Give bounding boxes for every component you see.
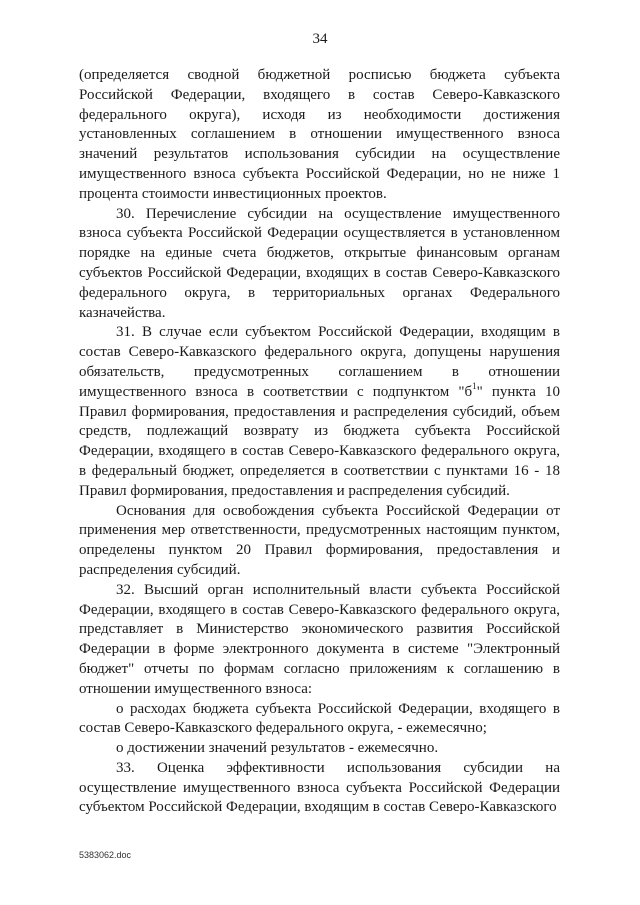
paragraph-31 (79, 323, 560, 501)
paragraph-continuation: (определяется сводной бюджетной росписью бюджета субъекта Российской Федерации, входящего в состав Северо-Кавказского федерального округа), исходя из необходимости достижения установленных соглашением в отношении имущественного взноса значений результатов использования субсидии на осуществление имущественного взноса субъекта Российской Федерации, но не ниже 1 процента стоимости инвестиционных проектов. (79, 67, 560, 202)
paragraph-32-results-item: о достижении значений результатов - ежемесячно. (116, 740, 439, 757)
paragraph-32-expenses-item: о расходах бюджета субъекта Российской Федерации, входящего в состав Северо-Кавказского федерального округа, - ежемесячно; (79, 700, 560, 737)
document-body (79, 66, 560, 818)
paragraph-31-text-end: " пункта 10 Правил формирования, предоставления и распределения субсидий, объем средств, подлежащий возврату из бюджета субъекта Российской Федерации, входящего в состав Северо-Кавказского федерального округа, в федеральный бюджет, определяется в соответствии с пунктами 16 - 18 Правил формирования, предоставления и распределения субсидий. (79, 383, 560, 499)
paragraph-32: 32. Высший орган исполнительный власти субъекта Российской Федерации, входящего в состав Северо-Кавказского федерального округа, представляет в Министерство экономического развития Российской Федерации в форме электронного документа в системе "Электронный бюджет" отчеты по формам согласно приложениям к соглашению в отношении имущественного взноса: (79, 581, 560, 697)
paragraph-31-grounds: Основания для освобождения субъекта Российской Федерации от применения мер ответственности, предусмотренных настоящим пунктом, определены пунктом 20 Правил формирования, предоставления и распределения субсидий. (79, 502, 560, 578)
page-number: 34 (312, 31, 328, 47)
paragraph-31-text-start: 31. В случае если субъектом Российской Федерации, входящим в состав Северо-Кавказского федерального округа, допущены нарушения обязательств, предусмотренных соглашением в отношении имущественного взноса в соответствии с подпунктом "б (79, 324, 560, 400)
paragraph-33: 33. Оценка эффективности использования субсидии на осуществление имущественного взноса субъекта Российской Федерации субъектом Российской Федерации, входящим в состав Северо-Кавказского (79, 759, 560, 816)
paragraph-30: 30. Перечисление субсидии на осуществление имущественного взноса субъекта Российской Федерации осуществляется в установленном порядке на единые счета бюджетов, открытые финансовым органам субъектов Российской Федерации, входящих в состав Северо-Кавказского федерального округа, в территориальных органах Федерального казначейства. (79, 205, 560, 321)
footer-filename: 5383062.doc (79, 850, 132, 860)
superscript-1: 1 (472, 380, 477, 391)
